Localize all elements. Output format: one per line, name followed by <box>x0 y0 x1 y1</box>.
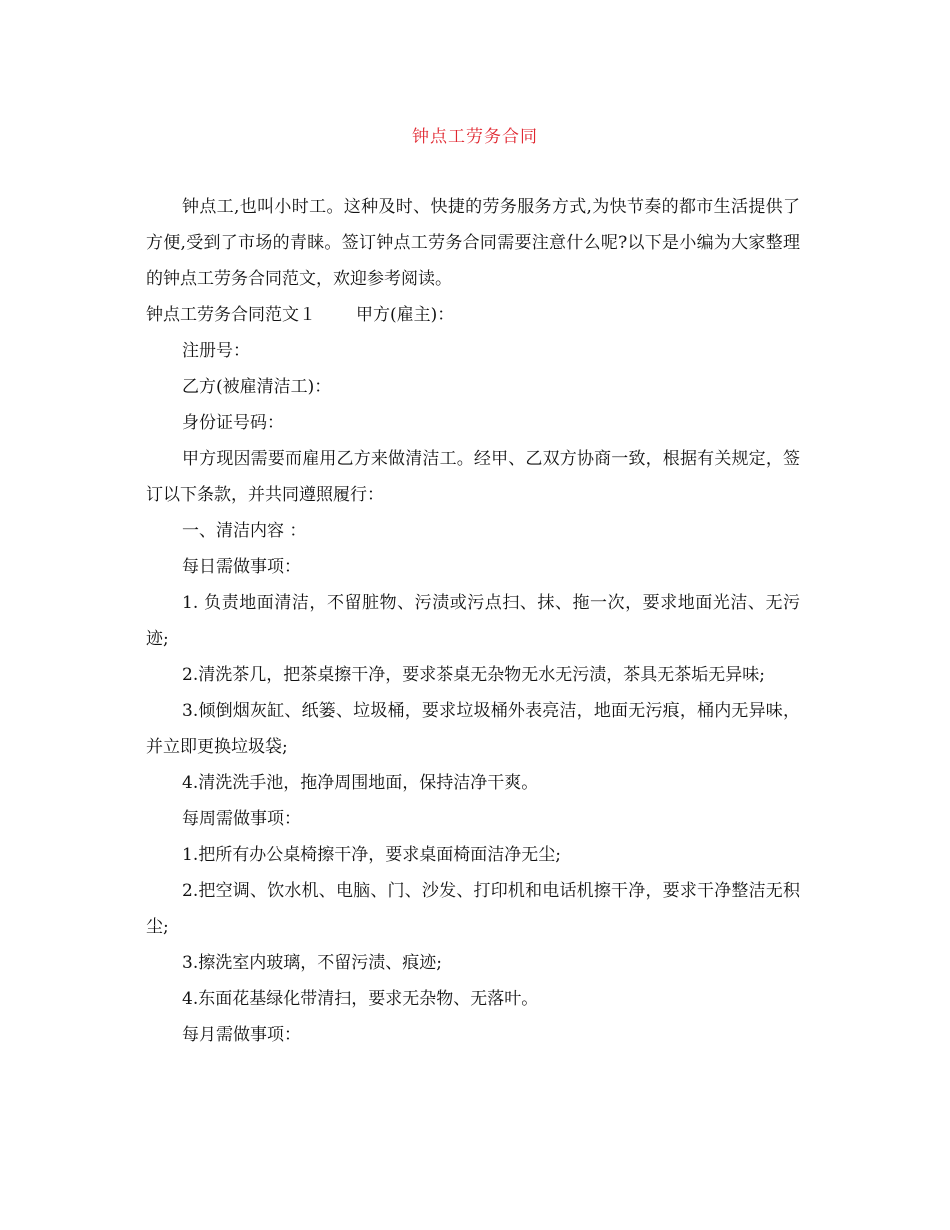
sample-heading-line <box>146 297 800 333</box>
document-body <box>146 189 800 1053</box>
sample-heading: 钟点工劳务合同范文１ <box>146 305 316 325</box>
id-number-label: 身份证号码： <box>182 413 284 433</box>
party-b-label: 乙方(被雇清洁工)： <box>182 377 332 397</box>
daily-heading: 每日需做事项： <box>182 557 301 577</box>
daily-item: 1. 负责地面清洁，不留脏物、污渍或污点扫、抹、拖一次，要求地面光洁、无污迹; <box>146 593 800 649</box>
document-title: 钟点工劳务合同 <box>412 127 538 147</box>
weekly-item: 2.把空调、饮水机、电脑、门、沙发、打印机和电话机擦干净，要求干净整洁无积尘; <box>146 881 800 937</box>
daily-item: 3.倾倒烟灰缸、纸篓、垃圾桶，要求垃圾桶外表亮洁，地面无污痕，桶内无异味，并立即更换垃圾袋; <box>146 701 800 757</box>
daily-item: 4.清洗洗手池，拖净周围地面，保持洁净干爽。 <box>182 773 539 793</box>
registration-number-label: 注册号： <box>182 341 250 361</box>
weekly-item: 1.把所有办公桌椅擦干净，要求桌面椅面洁净无尘; <box>182 845 561 865</box>
weekly-heading: 每周需做事项： <box>182 809 301 829</box>
monthly-heading: 每月需做事项： <box>182 1025 301 1045</box>
section-heading: 一、清洁内容 ： <box>182 521 307 541</box>
agreement-paragraph: 甲方现因需要而雇用乙方来做清洁工。经甲、乙双方协商一致，根据有关规定，签订以下条款，并共同遵照履行： <box>146 449 800 505</box>
intro-paragraph: 钟点工,也叫小时工。这种及时、快捷的劳务服务方式,为快节奏的都市生活提供了方便,受到了市场的青睐。签订钟点工劳务合同需要注意什么呢?以下是小编为大家整理的钟点工劳务合同范文，欢迎参考阅读。 <box>146 197 800 289</box>
daily-item: 2.清洗茶几，把茶桌擦干净，要求茶桌无杂物无水无污渍，茶具无茶垢无异味; <box>182 665 765 685</box>
weekly-item: 3.擦洗室内玻璃，不留污渍、痕迹; <box>182 953 442 973</box>
party-a-label: 甲方(雇主)： <box>356 305 455 325</box>
weekly-item: 4.东面花基绿化带清扫，要求无杂物、无落叶。 <box>182 989 539 1009</box>
